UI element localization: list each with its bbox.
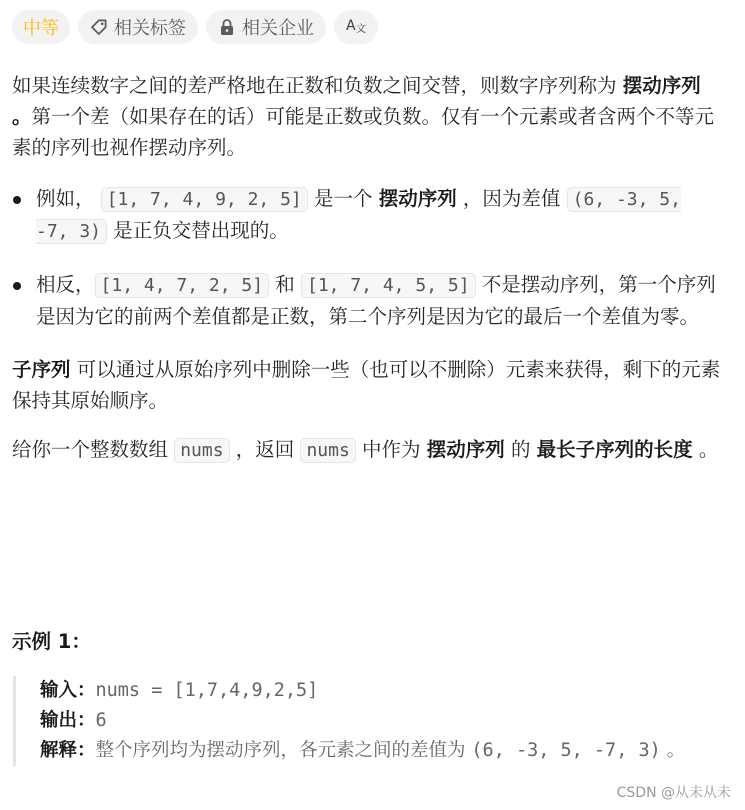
input-value: nums = [1,7,4,9,2,5] bbox=[95, 680, 319, 701]
input-label: 输入： bbox=[40, 680, 96, 701]
desc-bold: 摆动序列 bbox=[426, 438, 505, 461]
bullet-list bbox=[12, 183, 724, 332]
desc-bold: 摆动序列 。 bbox=[12, 74, 701, 128]
desc-text: 的 bbox=[504, 438, 537, 461]
explain-value: (6, -3, 5, -7, 3) bbox=[471, 740, 661, 761]
bullet-text: ，因为差值 bbox=[456, 187, 567, 210]
description-paragraph-4 bbox=[12, 434, 724, 466]
bullet-text: 例如， bbox=[36, 187, 101, 210]
description-paragraph-1 bbox=[12, 70, 724, 163]
inline-code: [1, 4, 7, 2, 5] bbox=[95, 273, 270, 298]
related-tags-label: 相关标签 bbox=[114, 18, 186, 39]
desc-text: 中作为 bbox=[355, 438, 427, 461]
svg-text:文: 文 bbox=[356, 24, 366, 34]
bullet-text: 是正负交替出现的。 bbox=[107, 219, 289, 242]
explain-text: 整个序列均为摆动序列，各元素之间的差值为 bbox=[95, 740, 472, 761]
bullet-text: 相反， bbox=[36, 273, 95, 296]
inline-code: [1, 7, 4, 9, 2, 5] bbox=[101, 187, 308, 212]
difficulty-badge[interactable] bbox=[12, 10, 70, 44]
translate-button[interactable] bbox=[334, 10, 378, 44]
problem-description bbox=[12, 70, 724, 466]
desc-text: ，返回 bbox=[229, 438, 301, 461]
output-value: 6 bbox=[95, 710, 107, 731]
bullet-text: 是一个 bbox=[307, 187, 379, 210]
svg-text:A: A bbox=[346, 18, 356, 34]
desc-text: 给你一个整数数组 bbox=[12, 438, 175, 461]
bullet-item bbox=[36, 269, 724, 332]
example-block bbox=[13, 676, 725, 766]
inline-code: [1, 7, 4, 5, 5] bbox=[301, 273, 476, 298]
translate-icon bbox=[345, 16, 367, 38]
bullet-text: 和 bbox=[269, 273, 301, 296]
inline-code: nums bbox=[174, 438, 229, 463]
related-companies-label: 相关企业 bbox=[242, 18, 314, 39]
example-input-line bbox=[40, 676, 725, 706]
desc-text: 。 bbox=[692, 438, 719, 461]
desc-text: 如果连续数字之间的差严格地在正数和负数之间交替，则数字序列称为 bbox=[12, 74, 623, 97]
watermark: CSDN @从未从未 bbox=[616, 785, 731, 801]
output-label: 输出： bbox=[40, 710, 96, 731]
bullet-text: 不是摆动序列，第一个序列是因为它的前两个差值都是正数，第二个序列是因为它的最后一个差值为零。 bbox=[36, 273, 716, 328]
difficulty-label: 中等 bbox=[23, 18, 59, 39]
bullet-item bbox=[36, 183, 724, 247]
desc-text: 第一个差（如果存在的话）可能是正数或负数。仅有一个元素或者含两个不等元素的序列也视作摆动序列。 bbox=[12, 105, 715, 159]
desc-bold: 子序列 bbox=[12, 358, 71, 381]
example-explain-line bbox=[40, 736, 725, 766]
inline-code: (6, -3, 5, -7, 3) bbox=[36, 189, 681, 242]
related-tags-button[interactable] bbox=[78, 10, 198, 44]
explain-end: 。 bbox=[660, 740, 686, 761]
related-companies-button[interactable] bbox=[206, 10, 326, 44]
tag-icon bbox=[90, 18, 108, 36]
lock-icon bbox=[218, 18, 236, 36]
inline-code: nums bbox=[300, 438, 355, 463]
example-output-line bbox=[40, 706, 725, 736]
bullet-bold: 摆动序列 bbox=[378, 187, 457, 210]
example-title: 示例 1： bbox=[12, 630, 91, 653]
desc-bold: 最长子序列的长度 bbox=[536, 438, 693, 461]
description-paragraph-3 bbox=[12, 354, 724, 416]
tag-bar bbox=[12, 10, 378, 44]
desc-text: 可以通过从原始序列中删除一些（也可以不删除）元素来获得，剩下的元素保持其原始顺序。 bbox=[12, 358, 721, 412]
explain-label: 解释： bbox=[40, 740, 96, 761]
